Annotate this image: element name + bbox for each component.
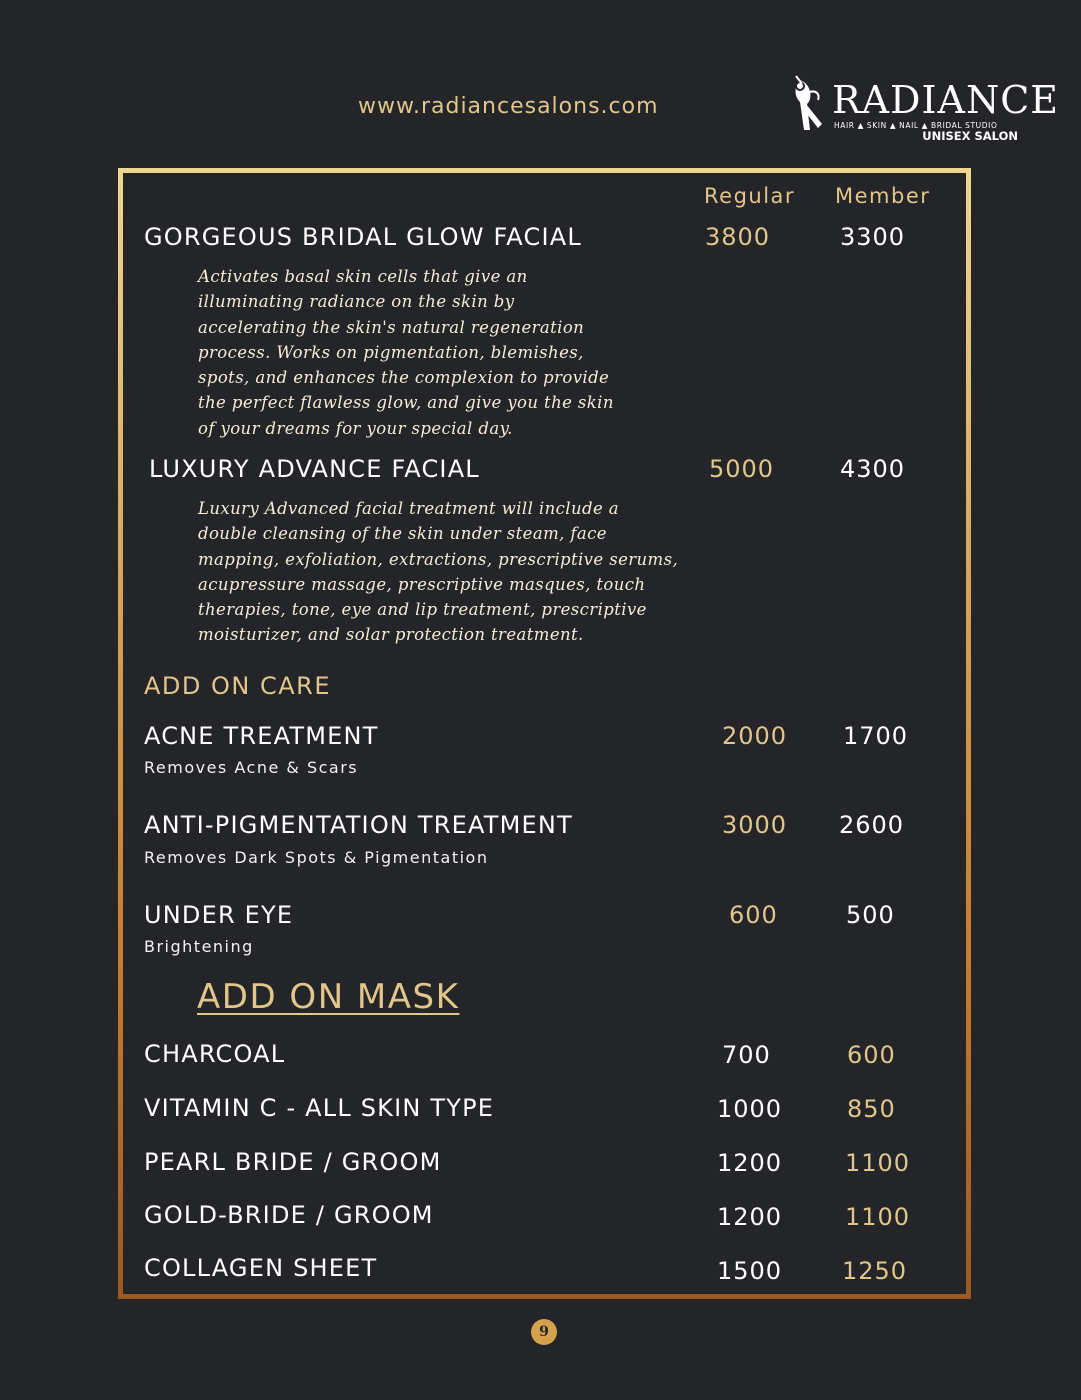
service-name: GOLD-BRIDE / GROOM — [144, 1201, 434, 1229]
scissors-logo-icon — [790, 74, 830, 136]
column-header-member: Member — [835, 184, 931, 208]
member-price: 2600 — [839, 811, 905, 839]
service-name: PEARL BRIDE / GROOM — [144, 1148, 442, 1176]
regular-price: 1500 — [717, 1257, 783, 1285]
section-title-add-on-mask: ADD ON MASK — [197, 977, 460, 1017]
member-price: 850 — [847, 1095, 896, 1123]
service-subtitle: Removes Acne & Scars — [144, 758, 359, 777]
section-title-add-on-care: ADD ON CARE — [144, 672, 331, 700]
member-price: 1250 — [842, 1257, 908, 1285]
brand-name: RADIANCE — [832, 78, 1060, 122]
service-name: ACNE TREATMENT — [144, 722, 379, 750]
regular-price: 5000 — [709, 455, 775, 483]
website-url[interactable]: www.radiancesalons.com — [358, 94, 659, 119]
service-name: UNDER EYE — [144, 901, 294, 929]
service-subtitle: Removes Dark Spots & Pigmentation — [144, 848, 489, 867]
service-name: LUXURY ADVANCE FACIAL — [149, 455, 480, 483]
member-price: 1100 — [845, 1203, 911, 1231]
column-header-regular: Regular — [704, 184, 796, 208]
service-description: Luxury Advanced facial treatment will include a double cleansing of the skin under steam, face mapping, exfoliation, extractions, prescriptive serums, acupressure massage, prescriptive masques, touch therapies, tone, eye and lip treatment, prescriptive moisturizer, and solar protection treatment. — [198, 499, 679, 645]
service-description: Activates basal skin cells that give an illuminating radiance on the skin by accelerating the skin's natural regeneration process. Works on pigmentation, blemishes, spots, and enhances the complexion to provide the perfect flawless glow, and give you the skin of your dreams for your special day. — [198, 267, 614, 438]
member-price: 1100 — [845, 1149, 911, 1177]
page-number-badge: 9 — [531, 1319, 557, 1345]
regular-price: 700 — [722, 1041, 771, 1069]
member-price: 4300 — [840, 455, 906, 483]
regular-price: 2000 — [722, 722, 788, 750]
member-price: 1700 — [843, 722, 909, 750]
service-name: COLLAGEN SHEET — [144, 1254, 378, 1282]
regular-price: 1200 — [717, 1203, 783, 1231]
brand-tagline: HAIR ▲ SKIN ▲ NAIL ▲ BRIDAL STUDIO — [834, 121, 998, 130]
member-price: 600 — [847, 1041, 896, 1069]
regular-price: 1000 — [717, 1095, 783, 1123]
service-name: ANTI-PIGMENTATION TREATMENT — [144, 811, 573, 839]
regular-price: 3000 — [722, 811, 788, 839]
regular-price: 600 — [729, 901, 778, 929]
brand-subtitle: UNISEX SALON — [922, 129, 1018, 143]
regular-price: 3800 — [705, 223, 771, 251]
service-name: CHARCOAL — [144, 1040, 286, 1068]
regular-price: 1200 — [717, 1149, 783, 1177]
service-subtitle: Brightening — [144, 937, 254, 956]
member-price: 3300 — [840, 223, 906, 251]
service-name: VITAMIN C - ALL SKIN TYPE — [144, 1094, 495, 1122]
service-name: GORGEOUS BRIDAL GLOW FACIAL — [144, 223, 582, 251]
brand-logo — [790, 74, 1060, 144]
member-price: 500 — [846, 901, 895, 929]
